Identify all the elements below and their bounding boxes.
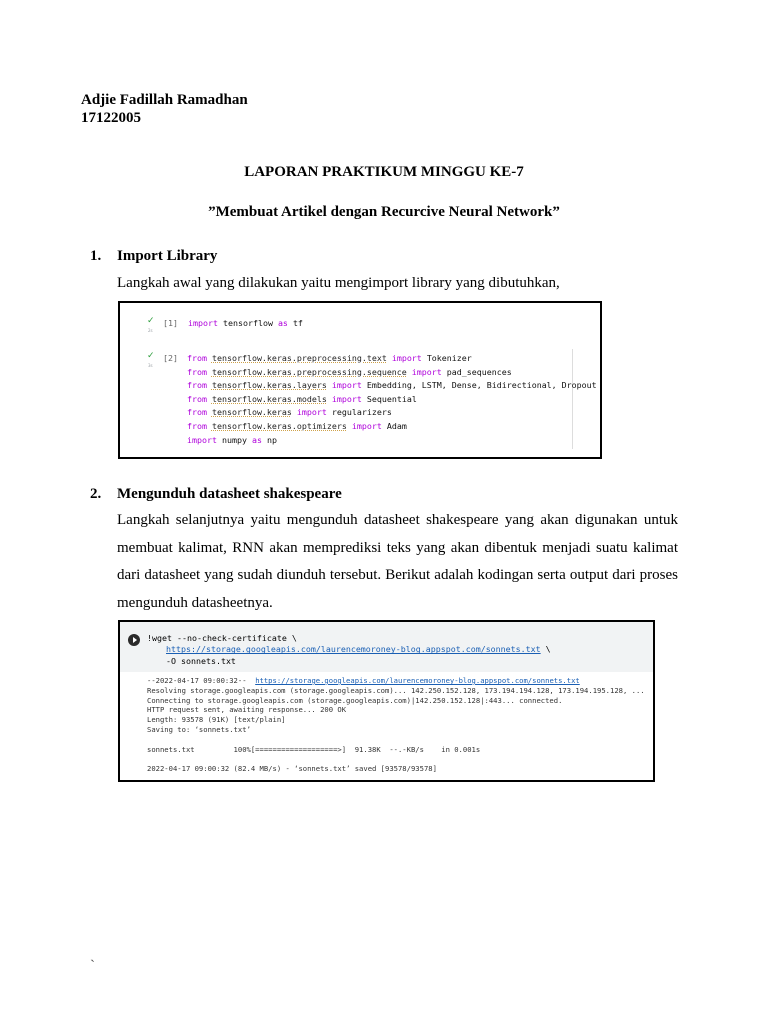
cell2-exec-time: 3s: [148, 363, 153, 368]
output-line: Length: 93578 (91K) [text/plain]: [147, 715, 286, 725]
code-screenshot-imports: [118, 301, 602, 459]
run-success-check-icon: ✓: [147, 316, 155, 326]
code-line: from tensorflow.keras.models import Sequential: [187, 393, 417, 404]
section2-line: Langkah selanjutnya yaitu mengunduh datasheet shakespeare yang akan digunakan untuk: [117, 512, 678, 528]
report-title: LAPORAN PRAKTIKUM MINGGU KE-7: [244, 164, 524, 180]
output-line: Connecting to storage.googleapis.com (storage.googleapis.com)|142.250.152.128|:443... connected.: [147, 695, 563, 705]
code-line: https://storage.googleapis.com/laurencemoroney-blog.appspot.com/sonnets.txt \: [166, 644, 551, 655]
section1-text: Langkah awal yang dilakukan yaitu mengimport library yang dibutuhkan,: [117, 275, 560, 291]
cell1-exec-time: 2s: [148, 328, 153, 333]
run-success-check-icon: ✓: [147, 351, 155, 361]
section2-line: mengunduh datasheetnya.: [117, 594, 273, 611]
page-mark: `: [90, 958, 95, 974]
code-line: -O sonnets.txt: [166, 655, 236, 666]
code-line: !wget --no-check-certificate \: [147, 633, 297, 643]
section2-line: membuat kalimat, RNN akan memprediksi teks yang akan dibentuk menjadi suatu kalimat: [117, 539, 678, 556]
output-link[interactable]: https://storage.googleapis.com/laurencemoroney-blog.appspot.com/sonnets.txt: [255, 676, 580, 685]
code-cell-1: [1] import tensorflow as tf: [163, 318, 303, 328]
code-line: from tensorflow.keras import regularizers: [187, 407, 392, 418]
wget-output: [147, 676, 645, 774]
code-link[interactable]: https://storage.googleapis.com/laurencemoroney-blog.appspot.com/sonnets.txt: [166, 644, 541, 655]
output-line: --2022-04-17 09:00:32-- https://storage.googleapis.com/laurencemoroney-blog.appspot.com/sonnets.txt: [147, 676, 580, 685]
section1-number: 1.: [90, 248, 102, 264]
output-line: HTTP request sent, awaiting response... 200 OK: [147, 705, 347, 715]
cell1-label: [1]: [163, 318, 178, 328]
report-subtitle: ”Membuat Artikel dengan Recurcive Neural Network”: [208, 204, 560, 220]
output-line: sonnets.txt 100%[===================>] 91.38K --.-KB/s in 0.001s: [147, 744, 481, 754]
code-line: from tensorflow.keras.preprocessing.sequence import pad_sequences: [187, 366, 512, 377]
code-line: from tensorflow.keras.preprocessing.text import Tokenizer: [187, 353, 472, 363]
code-line: import numpy as np: [187, 434, 277, 445]
output-line: Saving to: ‘sonnets.txt’: [147, 724, 251, 734]
code-line: from tensorflow.keras.optimizers import Adam: [187, 420, 407, 431]
wget-command: [147, 633, 551, 667]
section2-line: dari datasheet yang sudah diunduh tersebut. Berikut adalah kodingan serta output dari proses: [117, 567, 678, 583]
cell2-label: [2]: [163, 353, 178, 363]
author-id: 17122005: [81, 110, 141, 126]
author-name: Adjie Fadillah Ramadhan: [81, 92, 248, 108]
output-line: Resolving storage.googleapis.com (storage.googleapis.com)... 142.250.152.128, 173.194.194.128, 173.194.195.128, ...: [147, 685, 645, 695]
code-cell-2: [187, 352, 597, 447]
output-line: 2022-04-17 09:00:32 (82.4 MB/s) - ‘sonnets.txt’ saved [93578/93578]: [147, 764, 437, 774]
section1-heading: Import Library: [117, 248, 218, 264]
section2-number: 2.: [90, 486, 102, 502]
run-cell-icon[interactable]: [128, 634, 140, 646]
section2-heading: Mengunduh datasheet shakespeare: [117, 486, 342, 502]
code-line: from tensorflow.keras.layers import Embedding, LSTM, Dense, Bidirectional, Dropout: [187, 380, 597, 391]
code-screenshot-download: [118, 620, 655, 782]
section2-paragraph: [117, 507, 678, 617]
